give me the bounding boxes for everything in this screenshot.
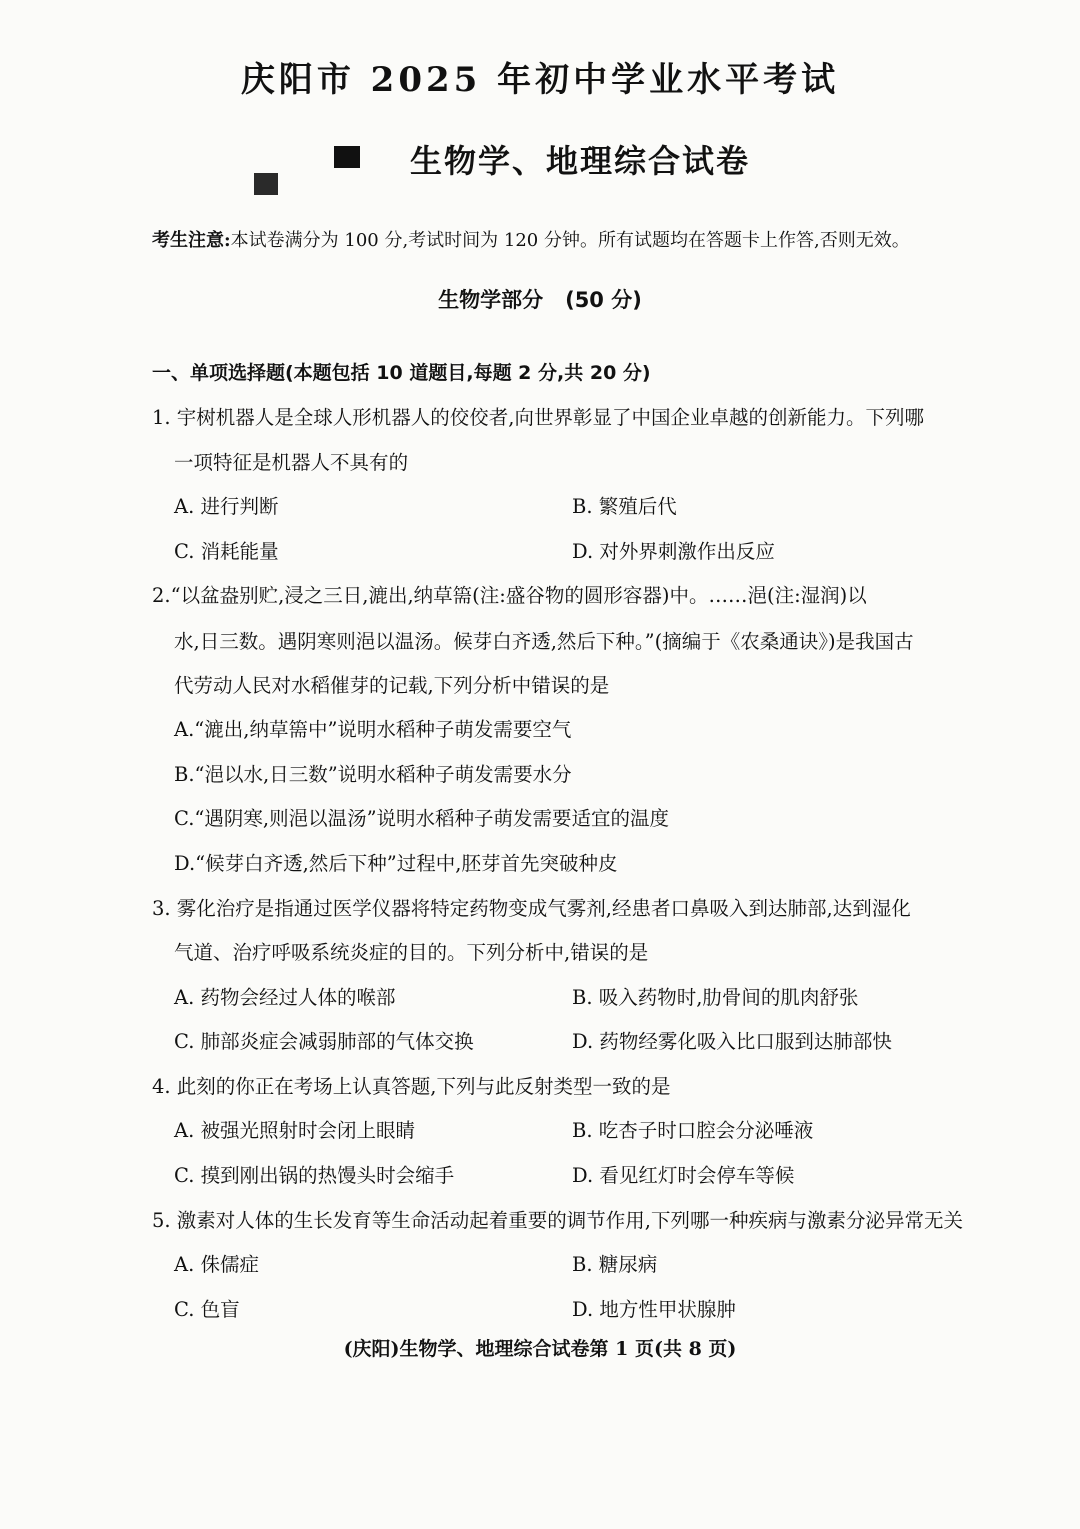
question-4-stem: 4. 此刻的你正在考场上认真答题,下列与此反射类型一致的是 — [152, 1075, 671, 1098]
exam-title: 庆阳市 2025 年初中学业水平考试 — [240, 60, 840, 100]
question-1-option-c: C. 消耗能量 — [174, 540, 279, 563]
emphasis-text — [570, 941, 609, 964]
paper-subtitle: 生物学、地理综合试卷 — [410, 142, 751, 180]
question-4-option-c: C. 摸到刚出锅的热馒头时会缩手 — [174, 1164, 455, 1187]
stem-text: 代劳动人民对水稻催芽的记载,下列分析中 — [174, 674, 532, 697]
question-4-option-a: A. 被强光照射时会闭上眼睛 — [174, 1119, 415, 1142]
question-3-option-a: A. 药物会经过人体的喉部 — [174, 986, 396, 1009]
question-2-option-c: C.“遇阴寒,则浥以温汤”说明水稻种子萌发需要适宜的温度 — [174, 807, 670, 830]
stem-text: 的 — [388, 451, 409, 474]
emphasis-char: 有 • — [369, 451, 389, 474]
section-score: (50 分) — [565, 288, 642, 312]
emphasis-char: 误 • — [590, 941, 610, 964]
question-1-option-b: B. 繁殖后代 — [572, 495, 677, 518]
emphasis-char: 误 • — [551, 674, 571, 697]
section-title: 生物学部分 — [438, 288, 544, 312]
question-4-option-b: B. 吃杏子时口腔会分泌唾液 — [572, 1119, 814, 1142]
question-5-option-c: C. 色盲 — [174, 1298, 240, 1321]
question-2-option-b: B.“浥以水,日三数”说明水稻种子萌发需要水分 — [174, 763, 572, 786]
question-3-option-c: C. 肺部炎症会减弱肺部的气体交换 — [174, 1030, 474, 1053]
registration-mark — [254, 173, 278, 195]
question-1-option-d: D. 对外界刺激作出反应 — [572, 540, 775, 563]
black-square-mark — [334, 146, 360, 168]
stem-text: 的是 — [609, 941, 649, 964]
question-2-option-d: D.“候芽白齐透,然后下种”过程中,胚芽首先突破种皮 — [174, 852, 618, 875]
emphasis-char: 具 • — [350, 451, 370, 474]
question-5-option-d: D. 地方性甲状腺肿 — [572, 1298, 736, 1321]
part-heading: 一、单项选择题(本题包括 10 道题目,每题 2 分,共 20 分) — [152, 362, 651, 384]
stem-text: 一项特征是机器人 — [174, 451, 331, 474]
question-1-option-a: A. 进行判断 — [174, 495, 279, 518]
question-1-stem-line2 — [174, 447, 408, 475]
emphasis-text — [531, 674, 570, 697]
question-2-stem-line3 — [174, 670, 609, 698]
question-2-stem: 2.“以盆盎别贮,浸之三日,漉出,纳草篅(注:盛谷物的圆形容器)中。……浥(注:湿润)以 — [152, 584, 867, 607]
page-footer: (庆阳)生物学、地理综合试卷第 1 页(共 8 页) — [343, 1338, 737, 1360]
question-5-option-b: B. 糖尿病 — [572, 1253, 658, 1276]
stem-text: 的是 — [570, 674, 610, 697]
section-heading — [0, 284, 1080, 314]
notice-label: 考生注意: — [152, 230, 231, 251]
emphasis-text — [330, 451, 389, 474]
question-5-option-a: A. 侏儒症 — [174, 1253, 259, 1276]
notice-text: 本试卷满分为 100 分,考试时间为 120 分钟。所有试题均在答题卡上作答,否则无效。 — [230, 230, 910, 251]
emphasis-char: 错 • — [570, 941, 590, 964]
question-5-stem: 5. 激素对人体的生长发育等生命活动起着重要的调节作用,下列哪一种疾病与激素分泌异常无关 — [152, 1209, 964, 1232]
exam-notice — [152, 226, 910, 252]
question-4-option-d: D. 看见红灯时会停车等候 — [572, 1164, 795, 1187]
question-3-option-b: B. 吸入药物时,肋骨间的肌肉舒张 — [572, 986, 859, 1009]
stem-text: 气道、治疗呼吸系统炎症的目的。下列分析中, — [174, 941, 571, 964]
emphasis-char: 不 • — [330, 451, 350, 474]
emphasis-char: 错 • — [531, 674, 551, 697]
question-1-stem: 1. 宇树机器人是全球人形机器人的佼佼者,向世界彰显了中国企业卓越的创新能力。下列哪 — [152, 406, 925, 429]
question-3-stem-line2 — [174, 937, 648, 965]
question-2-stem-line2: 水,日三数。遇阴寒则浥以温汤。候芽白齐透,然后下种。”(摘编于《农桑通诀》)是我国古 — [174, 630, 914, 653]
question-3-option-d: D. 药物经雾化吸入比口服到达肺部快 — [572, 1030, 892, 1053]
question-2-option-a: A.“漉出,纳草篅中”说明水稻种子萌发需要空气 — [174, 718, 572, 741]
question-3-stem: 3. 雾化治疗是指通过医学仪器将特定药物变成气雾剂,经患者口鼻吸入到达肺部,达到湿化 — [152, 897, 911, 920]
